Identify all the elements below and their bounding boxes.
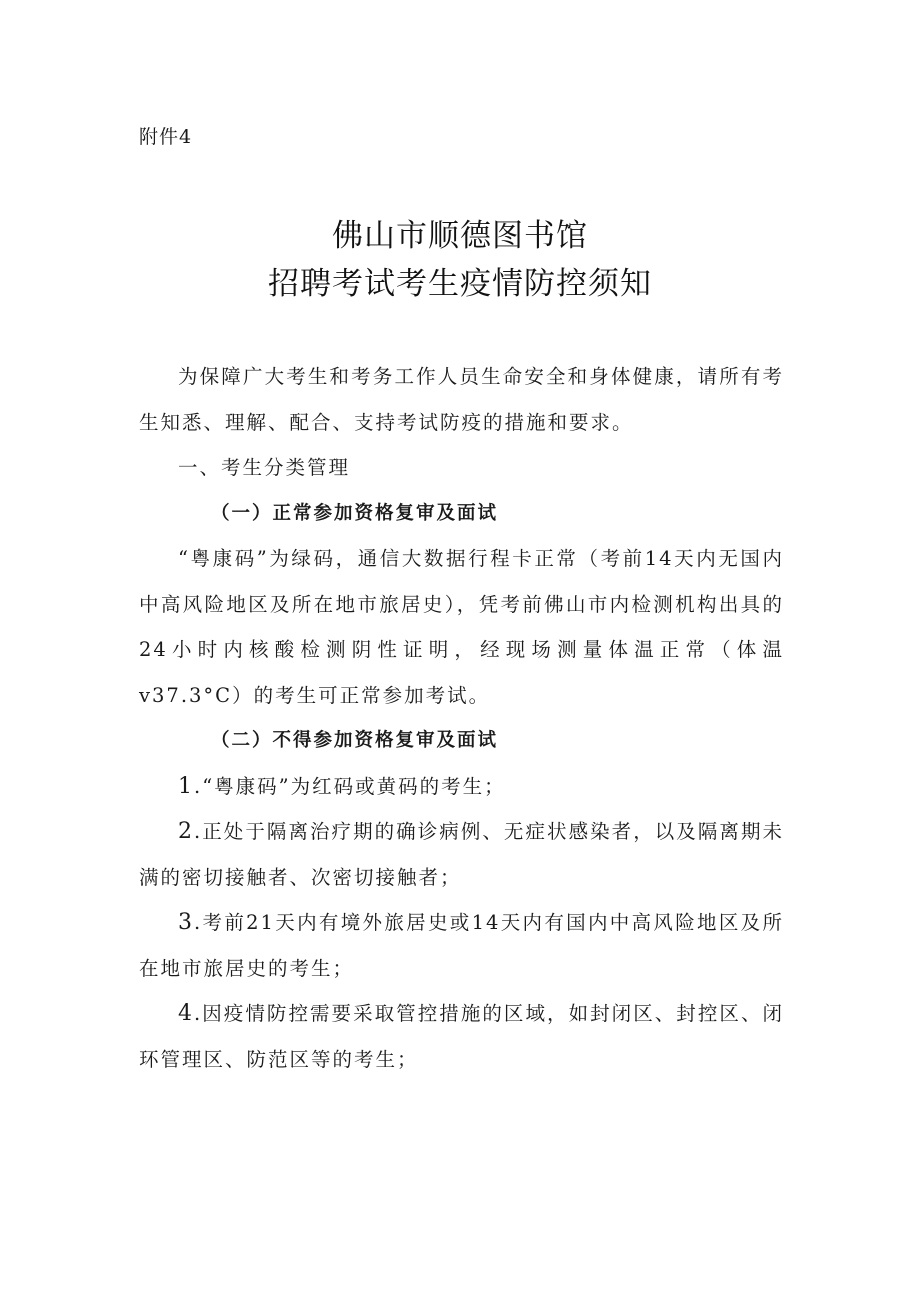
list-item-number: 3 xyxy=(178,910,194,935)
document-title-line2: 招聘考试考生疫情防控须知 xyxy=(268,266,652,302)
document-body xyxy=(139,354,784,1082)
subsection-heading-1: （一）正常参加资格复审及面试 xyxy=(211,502,499,524)
document-title-line1: 佛山市顺德图书馆 xyxy=(332,218,588,254)
list-item xyxy=(139,991,784,1082)
list-item-text: .正处于隔离治疗期的确诊病例、无症状感染者，以及隔离期未满的密切接触者、次密切接触者； xyxy=(139,820,784,889)
list-item-text: .因疫情防控需要采取管控措施的区域，如封闭区、封控区、闭环管理区、防范区等的考生； xyxy=(139,1002,784,1071)
list-item-text: .考前21天内有境外旅居史或14天内有国内中高风险地区及所在地市旅居史的考生； xyxy=(139,911,784,980)
section-heading-1: 一、考生分类管理 xyxy=(178,456,351,479)
list-item-number: 1 xyxy=(178,773,194,799)
list-item xyxy=(139,809,784,900)
list-item xyxy=(139,764,784,810)
list-item-number: 4 xyxy=(178,1001,194,1026)
list-item-text: .“粤康码”为红码或黄码的考生； xyxy=(194,774,506,798)
subsection-heading-2: （二）不得参加资格复审及面试 xyxy=(211,730,499,751)
attachment-label: 附件4 xyxy=(139,126,193,148)
list-item xyxy=(139,900,784,991)
list-item-number: 2 xyxy=(178,819,194,844)
intro-paragraph: 为保障广大考生和考务工作人员生命安全和身体健康，请所有考生知悉、理解、配合、支持考试防疫的措施和要求。 xyxy=(139,365,784,434)
subsection-1-paragraph: “粤康码”为绿码，通信大数据行程卡正常（考前14天内无国内中高风险地区及所在地市旅居史），凭考前佛山市内检测机构出具的24小时内核酸检测阴性证明，经现场测量体温正常（体温v37.3°C）的考生可正常参加考试。 xyxy=(139,547,784,707)
